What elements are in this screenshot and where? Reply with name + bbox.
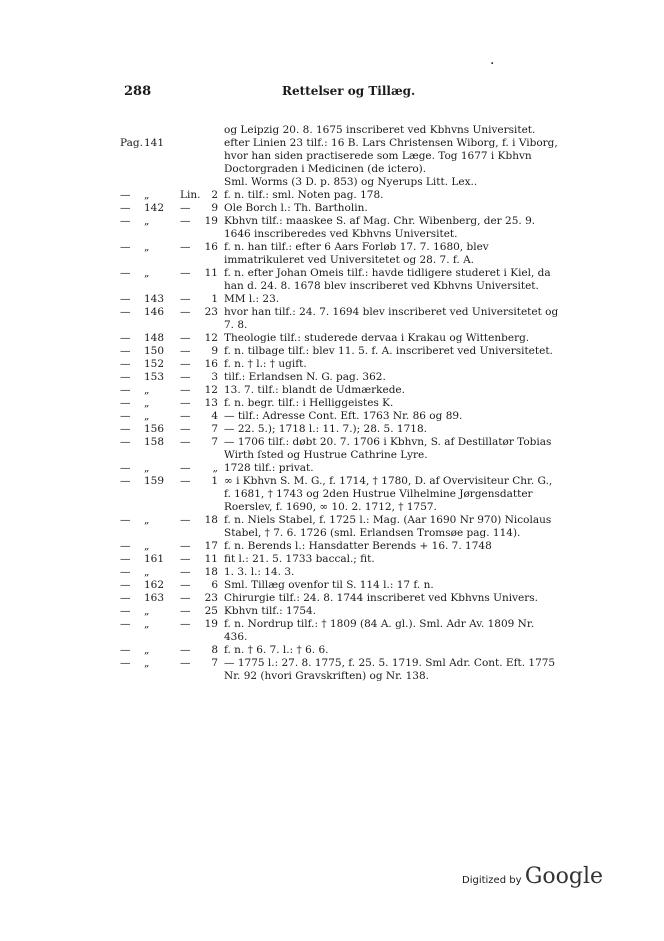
ref-marker: — [180, 644, 191, 656]
entry-text: — 1775 l.: 27. 8. 1775, f. 25. 5. 1719. Sml Adr. Cont. Eft. 1775 Nr. 92 (hvori Gravskriften) og Nr. 138. [224, 657, 556, 682]
correction-entry [120, 267, 560, 293]
page-ref: „ [144, 514, 150, 526]
correction-entry [120, 462, 560, 475]
ref-marker: — [180, 384, 191, 396]
page-ref: 150 [144, 345, 165, 357]
ref-marker: — [120, 267, 131, 279]
correction-entry [120, 358, 560, 371]
entry-text: Kbhvn tilf.: 1754. [224, 605, 317, 617]
page-ref: „ [144, 540, 150, 552]
entry-text: f. n. efter Johan Omeis tilf.: havde tidligere studeret i Kiel, da han d. 24. 8. 1678 blev inscriberet ved Kbhvns Universitet. [224, 267, 551, 292]
entry-text: og Leipzig 20. 8. 1675 inscriberet ved Kbhvns Universitet. [224, 124, 536, 136]
page-ref: 141 [144, 137, 165, 149]
line-ref: 1 [211, 293, 218, 305]
ref-marker: — [180, 345, 191, 357]
correction-entry [120, 345, 560, 358]
line-ref: 6 [211, 579, 218, 591]
entry-text: Sml. Tillæg ovenfor til S. 114 l.: 17 f. n. [224, 579, 434, 591]
correction-entry [120, 657, 560, 683]
ref-marker: — [180, 423, 191, 435]
ref-marker: — [180, 514, 191, 526]
entry-text: Chirurgie tilf.: 24. 8. 1744 inscriberet ved Kbhvns Univers. [224, 592, 539, 604]
page-ref: 146 [144, 306, 165, 318]
page-ref: 148 [144, 332, 165, 344]
page-ref: „ [144, 644, 150, 656]
line-ref: 9 [211, 202, 218, 214]
ref-marker: — [120, 371, 131, 383]
ref-marker: — [180, 358, 191, 370]
google-logo: Google [524, 864, 604, 889]
ref-marker: — [180, 306, 191, 318]
ref-marker: — [180, 462, 191, 474]
ref-marker: — [120, 423, 131, 435]
ref-marker: — [120, 605, 131, 617]
ref-marker: — [120, 657, 131, 669]
ref-marker: — [120, 553, 131, 565]
ref-marker: — [180, 605, 191, 617]
correction-entry [120, 124, 560, 137]
correction-entry [120, 644, 560, 657]
correction-entry [120, 397, 560, 410]
page-ref: 158 [144, 436, 165, 448]
ref-marker: — [120, 241, 131, 253]
ref-marker: — [180, 618, 191, 630]
line-ref: 13 [204, 397, 218, 409]
ref-marker: — [120, 579, 131, 591]
correction-entry [120, 618, 560, 644]
line-ref: 25 [204, 605, 218, 617]
page-ref: „ [144, 462, 150, 474]
line-ref: 1 [211, 475, 218, 487]
line-ref: 16 [204, 358, 218, 370]
ref-marker: — [120, 540, 131, 552]
correction-entry [120, 605, 560, 618]
ref-marker: — [120, 397, 131, 409]
page-ref: „ [144, 397, 150, 409]
ref-marker: — [120, 358, 131, 370]
stray-dot: · [490, 56, 495, 72]
page-ref: „ [144, 618, 150, 630]
ref-marker: — [120, 293, 131, 305]
line-ref: 2 [211, 189, 218, 201]
correction-entry [120, 540, 560, 553]
ref-marker: — [120, 215, 131, 227]
correction-entry [120, 566, 560, 579]
page-ref: „ [144, 566, 150, 578]
ref-marker: Pag. [120, 137, 143, 149]
entry-text: fit l.: 21. 5. 1733 baccal.; fit. [224, 553, 375, 565]
page-ref: 143 [144, 293, 165, 305]
correction-entry [120, 371, 560, 384]
correction-entry [120, 189, 560, 202]
correction-entry [120, 215, 560, 241]
page-ref: 162 [144, 579, 165, 591]
ref-marker: — [120, 306, 131, 318]
ref-marker: — [180, 436, 191, 448]
entry-text: f. n. tilbage tilf.: blev 11. 5. f. A. inscriberet ved Universitetet. [224, 345, 553, 357]
ref-marker: — [180, 293, 191, 305]
line-ref: 11 [204, 267, 218, 279]
entry-text: f. n. tilf.: sml. Noten pag. 178. [224, 189, 384, 201]
correction-entry [120, 579, 560, 592]
correction-entry [120, 514, 560, 540]
correction-entry [120, 423, 560, 436]
ref-marker: — [180, 332, 191, 344]
ref-marker: — [120, 618, 131, 630]
line-ref: „ [212, 462, 218, 474]
ref-marker: — [120, 462, 131, 474]
line-ref: 23 [204, 592, 218, 604]
entry-text: — tilf.: Adresse Cont. Eft. 1763 Nr. 86 og 89. [224, 410, 463, 422]
ref-marker: — [120, 644, 131, 656]
digitized-by-label: Digitized by [462, 875, 522, 886]
ref-marker: — [180, 397, 191, 409]
digitized-footer [462, 864, 604, 889]
page-ref: 142 [144, 202, 165, 214]
line-ref: 9 [211, 345, 218, 357]
line-ref: 16 [204, 241, 218, 253]
line-ref: 8 [211, 644, 218, 656]
entry-text: f. n. † 6. 7. l.: † 6. 6. [224, 644, 329, 656]
ref-marker: — [120, 566, 131, 578]
line-ref: 17 [204, 540, 218, 552]
running-header [124, 85, 554, 101]
entry-text: f. n. † l.: † ugift. [224, 358, 307, 370]
ref-marker: — [120, 202, 131, 214]
line-ref: 19 [204, 215, 218, 227]
ref-marker: — [180, 540, 191, 552]
ref-marker: — [120, 436, 131, 448]
correction-entry [120, 332, 560, 345]
correction-entry [120, 306, 560, 332]
page-ref: „ [144, 410, 150, 422]
ref-marker: — [120, 332, 131, 344]
page-ref: „ [144, 215, 150, 227]
line-ref: 18 [204, 566, 218, 578]
ref-marker: — [180, 202, 191, 214]
entry-text: 1. 3. l.: 14. 3. [224, 566, 295, 578]
ref-marker: — [180, 410, 191, 422]
entry-text: f. n. begr. tilf.: i Helliggeistes K. [224, 397, 394, 409]
ref-marker: — [120, 189, 131, 201]
correction-entry [120, 553, 560, 566]
ref-marker: — [180, 267, 191, 279]
line-ref: 12 [204, 384, 218, 396]
ref-marker: — [120, 384, 131, 396]
line-ref: 23 [204, 306, 218, 318]
entry-text: f. n. Niels Stabel, f. 1725 l.: Mag. (Aar 1690 Nr 970) Nicolaus Stabel, † 7. 6. 1726 (sml. Erlandsen Tromsøe pag. 114). [224, 514, 552, 539]
ref-marker: — [180, 553, 191, 565]
correction-entry [120, 137, 560, 189]
entry-text: f. n. Nordrup tilf.: † 1809 (84 A. gl.). Sml. Adr Av. 1809 Nr. 436. [224, 618, 535, 643]
page-ref: 152 [144, 358, 165, 370]
entry-text: MM l.: 23. [224, 293, 280, 305]
entry-text: tilf.: Erlandsen N. G. pag. 362. [224, 371, 386, 383]
correction-entry [120, 410, 560, 423]
page-number: 288 [124, 84, 152, 99]
ref-marker: — [180, 592, 191, 604]
entry-text: 13. 7. tilf.: blandt de Udmærkede. [224, 384, 405, 396]
line-ref: 7 [211, 657, 218, 669]
correction-entry [120, 475, 560, 514]
page-ref: „ [144, 657, 150, 669]
entry-text: ∞ i Kbhvn S. M. G., f. 1714, † 1780, D. af Overvisiteur Chr. G., f. 1681, † 1743 og 2den Hustrue Vilhelmine Jørgensdatter Roerslev, f. 1690, ∞ 10. 2. 1712, † 1757. [224, 475, 553, 513]
entry-text: 1728 tilf.: privat. [224, 462, 314, 474]
ref-marker: — [120, 345, 131, 357]
line-ref: 19 [204, 618, 218, 630]
entry-text: Theologie tilf.: studerede dervaa i Krakau og Wittenberg. [224, 332, 530, 344]
ref-marker: — [180, 215, 191, 227]
entry-text: Ole Borch l.: Th. Bartholin. [224, 202, 368, 214]
line-ref: 3 [211, 371, 218, 383]
entry-text: hvor han tilf.: 24. 7. 1694 blev inscriberet ved Universitetet og 7. 8. [224, 306, 559, 331]
ref-marker: — [180, 371, 191, 383]
page-title: Rettelser og Tillæg. [282, 84, 416, 98]
entry-text: efter Linien 23 tilf.: 16 B. Lars Christensen Wiborg, f. i Viborg, hvor han siden practiserede som Læge. Tog 1677 i Kbhvn Doctorgraden i Medicinen (de ictero). Sml. Worms (3 D. p. 853) og Nyerups Litt. Lex.. [224, 137, 558, 188]
ref-marker: — [180, 475, 191, 487]
ref-marker: — [180, 657, 191, 669]
page-ref: „ [144, 605, 150, 617]
correction-entry [120, 202, 560, 215]
ref-marker: — [120, 475, 131, 487]
correction-entry [120, 384, 560, 397]
entry-text: — 22. 5.); 1718 l.: 11. 7.); 28. 5. 1718. [224, 423, 427, 435]
page-ref: 156 [144, 423, 165, 435]
entry-text: — 1706 tilf.: døbt 20. 7. 1706 i Kbhvn, S. af Destillatør Tobias Wirth ſsted og Hustrue Cathrine Lyre. [224, 436, 552, 461]
line-ref: 18 [204, 514, 218, 526]
ref-marker: — [180, 241, 191, 253]
line-ref: 7 [211, 423, 218, 435]
page-ref: „ [144, 267, 150, 279]
ref-marker: — [120, 410, 131, 422]
entry-text: Kbhvn tilf.: maaskee S. af Mag. Chr. Wibenberg, der 25. 9. 1646 inscriberedes ved Kbhvns Universitet. [224, 215, 536, 240]
page-ref: 159 [144, 475, 165, 487]
line-ref: 12 [204, 332, 218, 344]
corrections-list [120, 124, 560, 683]
page-ref: „ [144, 189, 150, 201]
ref-marker: — [180, 579, 191, 591]
line-ref: 7 [211, 436, 218, 448]
correction-entry [120, 436, 560, 462]
line-ref: 11 [204, 553, 218, 565]
ref-marker: — [180, 566, 191, 578]
correction-entry [120, 293, 560, 306]
page-ref: „ [144, 384, 150, 396]
page-ref: 163 [144, 592, 165, 604]
correction-entry [120, 592, 560, 605]
page-ref: 153 [144, 371, 165, 383]
entry-text: f. n. han tilf.: efter 6 Aars Forløb 17. 7. 1680, blev immatrikuleret ved Universitetet og 28. 7. f. A. [224, 241, 489, 266]
ref-marker: — [120, 514, 131, 526]
page-ref: „ [144, 241, 150, 253]
entry-text: f. n. Berends l.: Hansdatter Berends + 16. 7. 1748 [224, 540, 492, 552]
line-ref: 4 [211, 410, 218, 422]
ref-marker: Lin. [180, 189, 201, 201]
ref-marker: — [120, 592, 131, 604]
page-ref: 161 [144, 553, 165, 565]
correction-entry [120, 241, 560, 267]
